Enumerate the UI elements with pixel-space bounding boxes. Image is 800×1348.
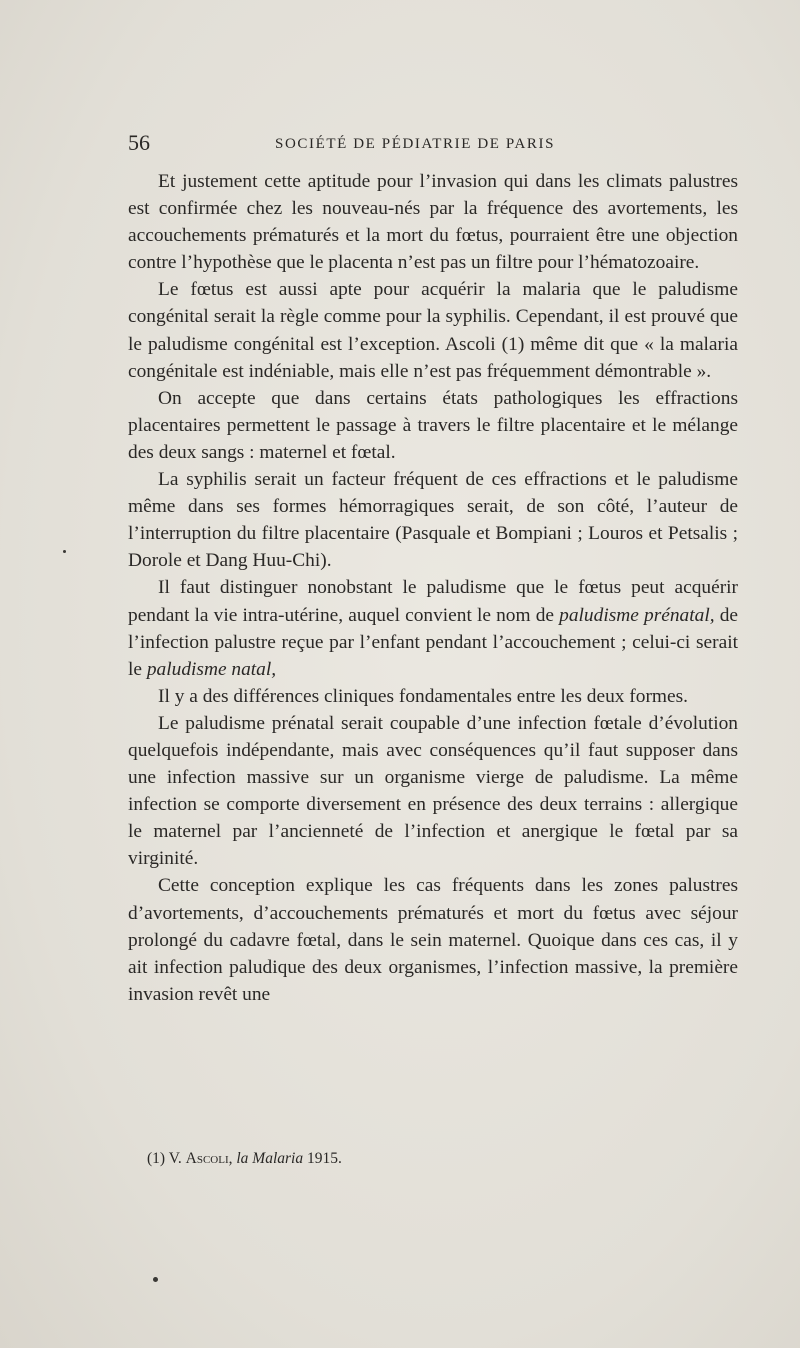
paragraph-text: Le fœtus est aussi apte pour acquérir la malaria que le paludisme congénital serait la règle comme pour la syphilis. Cependant, il est prouvé que le paludisme congénital est l’exception. Ascoli (1) même dit que « la malaria congénitale est indéniable, mais elle n’est pas fréquemment démontrable ». bbox=[128, 279, 738, 382]
paragraph bbox=[128, 168, 738, 276]
paragraph bbox=[128, 385, 738, 466]
paragraph bbox=[128, 872, 738, 1007]
scan-speck bbox=[153, 1277, 158, 1282]
footnote-author: Ascoli, bbox=[185, 1150, 233, 1167]
body-text bbox=[128, 168, 738, 1008]
page-header bbox=[128, 130, 738, 156]
footnote-title: la Malaria bbox=[236, 1150, 304, 1167]
scan-speck bbox=[63, 550, 66, 553]
paragraph bbox=[128, 574, 738, 682]
paragraph-text: Et justement cette aptitude pour l’invasion qui dans les climats palustres est confirmée chez les nouveau-nés par la fréquence des avortements, les accouchements prématurés et la mort du fœtus, pourraient être une objection contre l’hypothèse que le placenta n’est pas un filtre pour l’hématozoaire. bbox=[128, 171, 738, 274]
running-head: SOCIÉTÉ DE PÉDIATRIE DE PARIS bbox=[275, 136, 556, 152]
paragraph bbox=[128, 276, 738, 384]
footnote bbox=[147, 1148, 707, 1170]
paragraph-text: Cette conception explique les cas fréquents dans les zones palustres d’avortements, d’accouchements prématurés et mort du fœtus avec séjour prolongé du cadavre fœtal, dans le sein maternel. Quoique dans ces cas, il y ait infection paludique des deux organismes, l’infection massive, la première invasion revêt une bbox=[128, 875, 738, 1005]
italic-term: paludisme prénatal, bbox=[559, 604, 715, 626]
footnote-initial: V. bbox=[168, 1150, 182, 1167]
page-number: 56 bbox=[128, 130, 150, 155]
paragraph bbox=[128, 683, 738, 710]
paragraph-text: Il y a des différences cliniques fondamentales entre les deux formes. bbox=[158, 685, 688, 707]
footnote-marker: (1) bbox=[147, 1150, 166, 1167]
paragraph bbox=[128, 710, 738, 873]
paragraph-text: de l’infection palustre reçue par l’enfant pendant l’accouchement ; celui-ci serait le bbox=[128, 604, 738, 680]
italic-term: paludisme natal, bbox=[146, 658, 277, 680]
paragraph-text: La syphilis serait un facteur fréquent de ces effractions et le paludisme même dans ses formes hémorragiques serait, de son côté, l’auteur de l’interruption du filtre placentaire (Pasquale et Bompiani ; Louros et Petsalis ; Dorole et Dang Huu-Chi). bbox=[128, 469, 738, 572]
paragraph-text: Il faut distinguer nonobstant le paludisme que le fœtus peut acquérir pendant la vie intra-utérine, auquel convient le nom de bbox=[128, 577, 738, 626]
footnote-year: 1915. bbox=[307, 1150, 342, 1167]
paragraph-text: Le paludisme prénatal serait coupable d’une infection fœtale d’évolution quelquefois indépendante, mais avec conséquences qu’il faut supposer dans une infection massive sur un organisme vierge de paludisme. La même infection se comporte diversement en présence des deux terrains : allergique le maternel par l’ancienneté de l’infection et anergique le fœtal par sa virginité. bbox=[128, 712, 738, 870]
paragraph-text: On accepte que dans certains états pathologiques les effractions placentaires permettent le passage à travers le filtre placentaire et le mélange des deux sangs : maternel et fœtal. bbox=[128, 387, 738, 463]
paragraph bbox=[128, 466, 738, 574]
